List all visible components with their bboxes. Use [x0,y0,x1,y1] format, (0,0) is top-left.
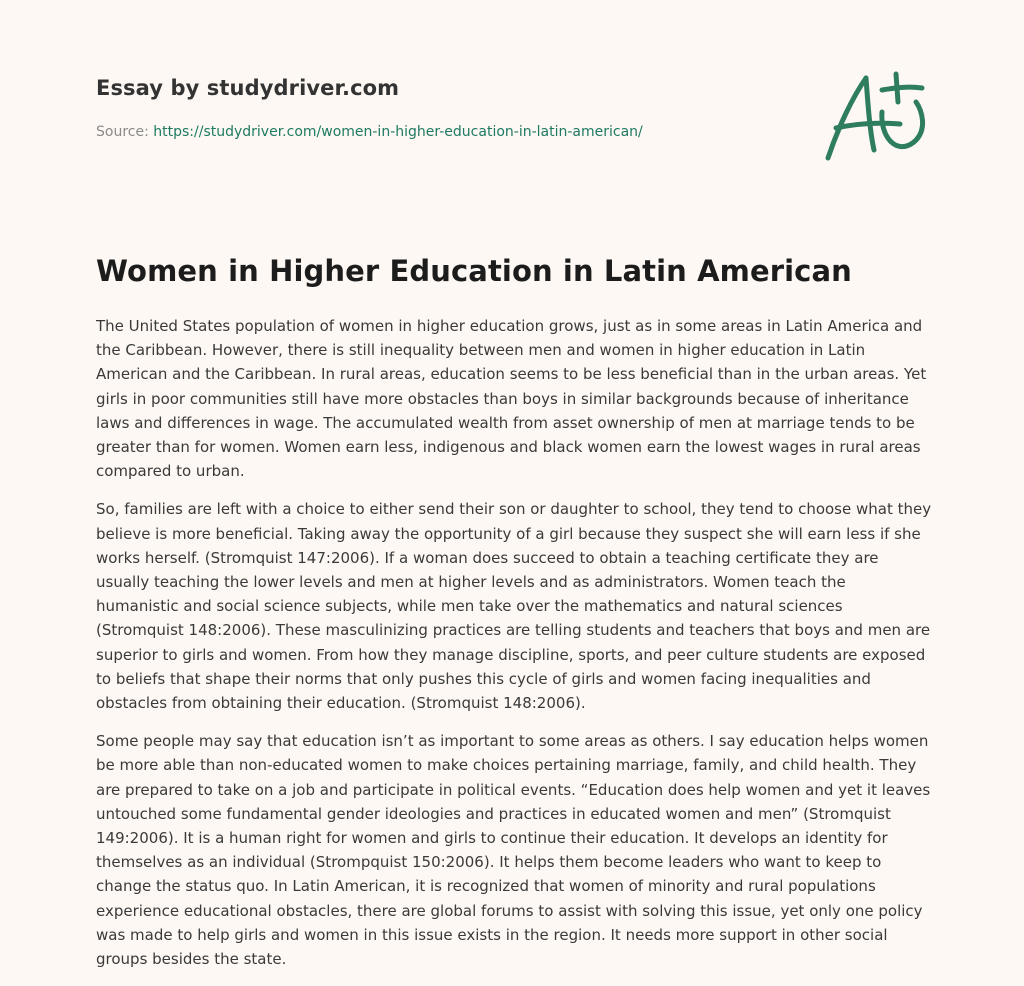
source-line [96,124,643,140]
essay-title: Women in Higher Education in Latin American [96,254,852,288]
site-brand: Essay by studydriver.com [96,76,400,100]
essay-body [96,314,932,985]
source-label: Source: [96,124,154,140]
essay-paragraph: The United States population of women in higher education grows, just as in some areas in Latin America and the Caribbean. However, there is still inequality between men and women in higher education in Latin American and the Caribbean. In rural areas, education seems to be less beneficial than in the urban areas. Yet girls in poor communities still have more obstacles than boys in similar backgrounds because of inheritance laws and differences in wage. The accumulated wealth from asset ownership of men at marriage tends to be greater than for women. Women earn less, indigenous and black women earn the lowest wages in rural areas compared to urban. [96,317,927,481]
source-link[interactable]: https://studydriver.com/women-in-higher-education-in-latin-american/ [153,124,643,140]
essay-paragraph: Some people may say that education isn’t as important to some areas as others. I say education helps women be more able than non-educated women to make choices pertaining marriage, family, and child health. They are prepared to take on a job and participate in political events. “Education does help women and yet it leaves untouched some fundamental gender ideologies and practices in educated women and men” (Stromquist 149:2006). It is a human right for women and girls to continue their education. It develops an identity for themselves as an individual (Strompquist 150:2006). It helps them become leaders who want to keep to change the status quo. In Latin American, it is recognized that women of minority and rural populations experience educational obstacles, there are global forums to assist with solving this issue, yet only one policy was made to help girls and women in this issue exists in the region. It needs more support in other social groups besides the state. [96,732,931,969]
essay-paragraph: So, families are left with a choice to either send their son or daughter to school, they tend to choose what they believe is more beneficial. Taking away the opportunity of a girl because they suspect she will earn less if she works herself. (Stromquist 147:2006). If a woman does succeed to obtain a teaching certificate they are usually teaching the lower levels and men at higher levels and as administrators. Women teach the humanistic and social science subjects, while men take over the mathematics and natural sciences (Stromquist 148:2006). These masculinizing practices are telling students and teachers that boys and men are superior to girls and women. From how they manage discipline, sports, and peer culture students are exposed to beliefs that shape their norms that only pushes this cycle of girls and women facing inequalities and obstacles from obtaining their education. (Stromquist 148:2006). [96,500,932,713]
a-plus-grade-icon [818,66,930,164]
